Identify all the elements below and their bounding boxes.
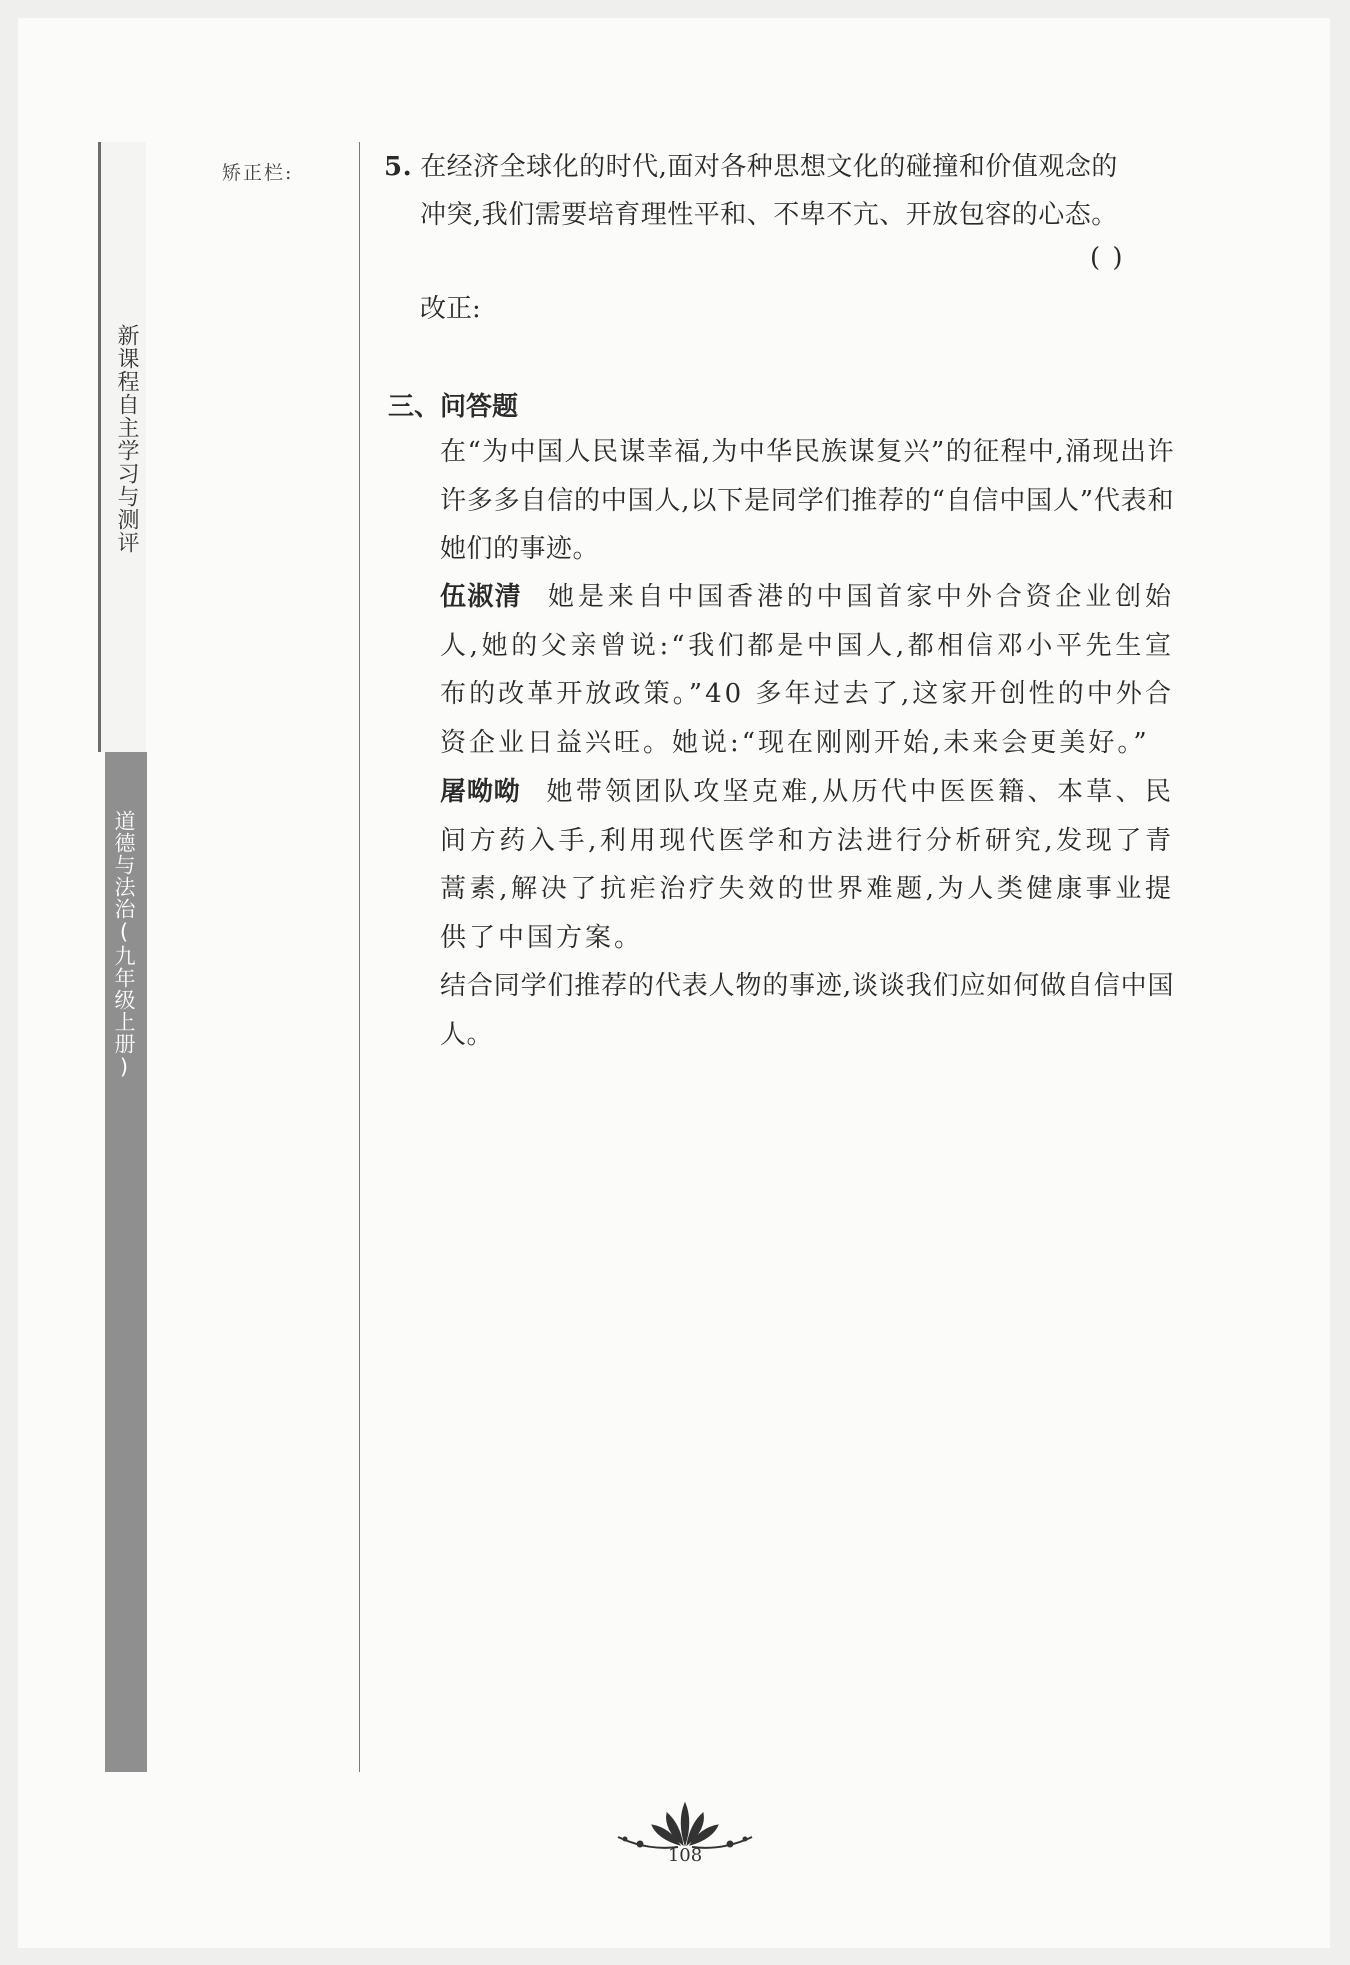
- correction-prompt: 改正:: [420, 294, 481, 324]
- person-1-paragraph: [440, 573, 1174, 767]
- question-5: [384, 143, 1174, 239]
- answer-blank: ( ): [1090, 243, 1125, 273]
- page-number: 108: [667, 1845, 703, 1866]
- task-paragraph: 结合同学们推荐的代表人物的事迹,谈谈我们应如何做自信中国人。: [440, 971, 1174, 1050]
- question-line-2: 冲突,我们需要培育理性平和、不卑不亢、开放包容的心态。: [420, 200, 1118, 230]
- question-line-1: 在经济全球化的时代,面对各种思想文化的碰撞和价值观念的: [420, 152, 1118, 182]
- person-1-story: 她是来自中国香港的中国首家中外合资企业创始人,她的父亲曾说:“我们都是中国人,都相信邓小平先生宣布的改革开放政策。”40 多年过去了,这家开创性的中外合资企业日益兴旺。她说:“现在刚刚开始,未来会更美好。”: [440, 582, 1174, 758]
- intro-paragraph: 在“为中国人民谋幸福,为中华民族谋复兴”的征程中,涌现出许许多多自信的中国人,以下是同学们推荐的“自信中国人”代表和她们的事迹。: [440, 437, 1174, 564]
- person-2-paragraph: [440, 768, 1174, 962]
- correction-column-label: 矫正栏:: [222, 162, 294, 184]
- sidebar-series-title: 新课程自主学习与测评: [114, 324, 139, 554]
- section-title: 三、问答题: [388, 392, 519, 422]
- question-number: 5.: [384, 152, 413, 182]
- sidebar-subject-title: 道德与法治(九年级上册): [112, 810, 136, 1080]
- person-2-story: 她带领团队攻坚克难,从历代中医医籍、本草、民间方药入手,利用现代医学和方法进行分析研究,发现了青蒿素,解决了抗疟治疗失效的世界难题,为人类健康事业提供了中国方案。: [440, 777, 1174, 953]
- correction-column-divider: [359, 142, 360, 1772]
- person-2-name: 屠呦呦: [440, 777, 521, 807]
- person-1-name: 伍淑清: [440, 582, 523, 612]
